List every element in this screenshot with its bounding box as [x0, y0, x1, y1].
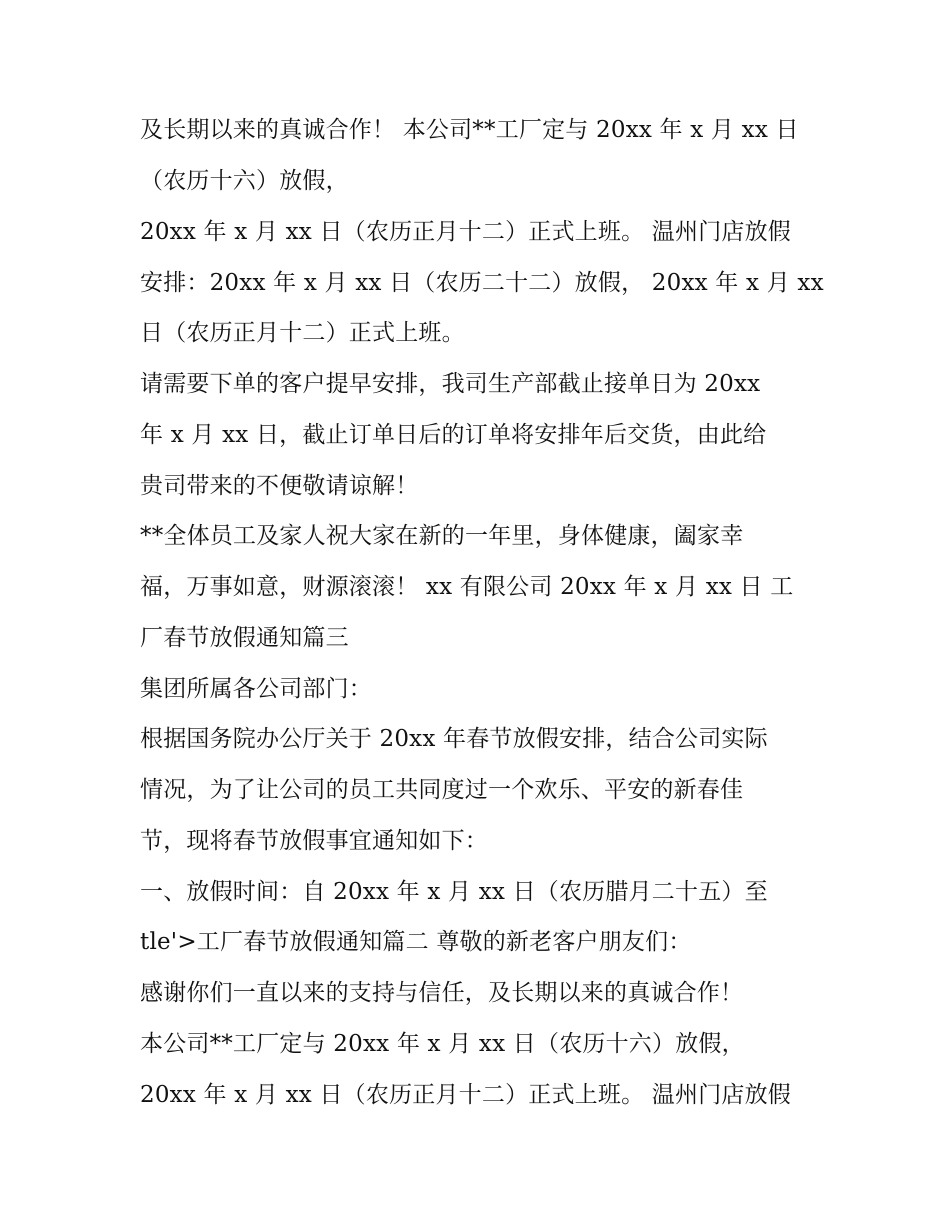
text-line: 请需要下单的客户提早安排，我司生产部截止接单日为 20xx — [140, 371, 761, 397]
text-line: tle'>工厂春节放假通知篇二 尊敬的新老客户朋友们： — [140, 929, 692, 955]
text-line: 及长期以来的真诚合作！ 本公司**工厂定与 20xx 年 x 月 xx 日 — [140, 117, 799, 143]
text-line: 本公司**工厂定与 20xx 年 x 月 xx 日（农历十六）放假， — [140, 1031, 745, 1057]
text-line: 日（农历正月十二）正式上班。 — [140, 320, 465, 346]
text-line: 贵司带来的不便敬请谅解！ — [140, 473, 419, 499]
text-line: 根据国务院办公厅关于 20xx 年春节放假安排，结合公司实际 — [140, 726, 768, 752]
text-line: 情况，为了让公司的员工共同度过一个欢乐、平安的新春佳 — [140, 777, 744, 803]
salutation: 集团所属各公司部门： — [140, 676, 372, 702]
text-line: 一、放假时间：自 20xx 年 x 月 xx 日（农历腊月二十五）至 — [140, 879, 768, 905]
text-line: **全体员工及家人祝大家在新的一年里，身体健康，阖家幸 — [140, 523, 744, 549]
text-line: 年 x 月 xx 日，截止订单日后的订单将安排年后交货，由此给 — [140, 422, 767, 448]
text-line: 安排：20xx 年 x 月 xx 日（农历二十二）放假， 20xx 年 x 月 xx — [140, 270, 824, 296]
text-line: 感谢你们一直以来的支持与信任，及长期以来的真诚合作！ — [140, 980, 744, 1006]
text-line: 福，万事如意，财源滚滚！ xx 有限公司 20xx 年 x 月 xx 日 工 — [140, 574, 794, 600]
text-line: （农历十六）放假， — [140, 168, 349, 194]
text-line: 20xx 年 x 月 xx 日（农历正月十二）正式上班。 温州门店放假 — [140, 219, 791, 245]
section-heading: 厂春节放假通知篇三 — [140, 625, 349, 651]
text-line: 20xx 年 x 月 xx 日（农历正月十二）正式上班。 温州门店放假 — [140, 1082, 791, 1108]
text-line: 节，现将春节放假事宜通知如下： — [140, 828, 488, 854]
